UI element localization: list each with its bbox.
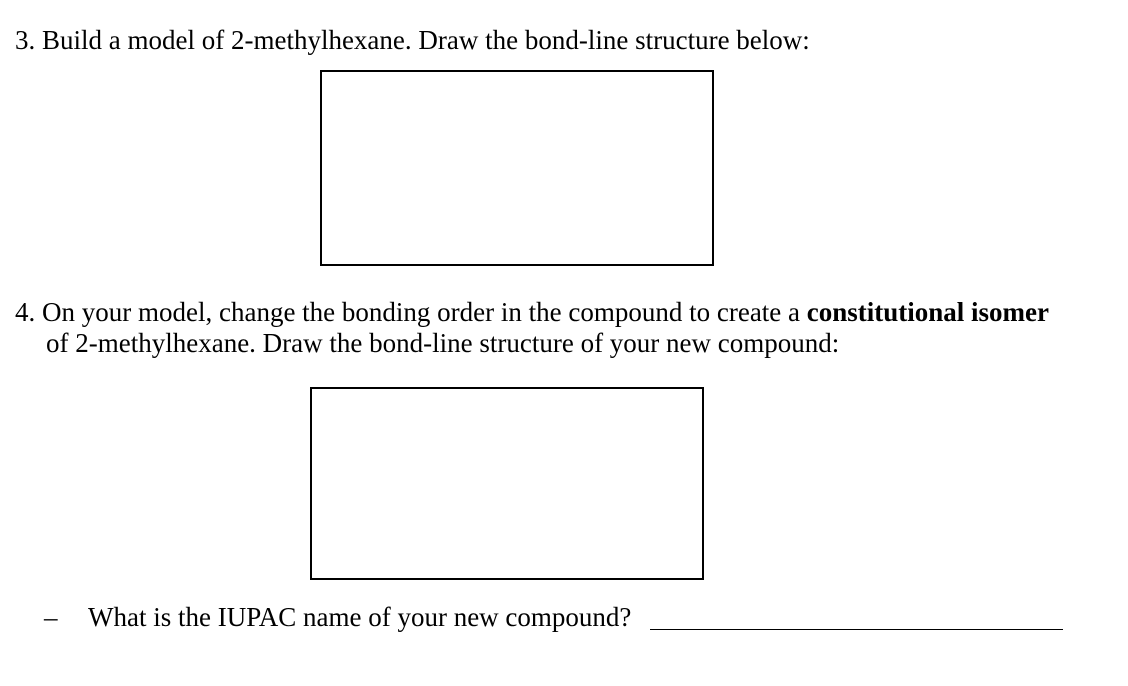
question-3-drawing-box[interactable] xyxy=(320,70,714,266)
question-4-line-1 xyxy=(15,296,1049,328)
question-3-text: 3. Build a model of 2-methylhexane. Draw the bond-line structure below: xyxy=(15,25,810,55)
question-4-drawing-box[interactable] xyxy=(310,387,704,580)
sub-question-bullet: – xyxy=(44,602,58,632)
sub-question-text: What is the IUPAC name of your new compound? xyxy=(88,602,632,632)
question-4-bold-term: constitutional isomer xyxy=(806,297,1050,327)
question-4-text: 4. On your model, change the bonding order in the compound to create a xyxy=(15,297,807,327)
iupac-name-answer-line[interactable] xyxy=(650,629,1063,630)
question-4-line-2: of 2-methylhexane. Draw the bond-line structure of your new compound: xyxy=(46,328,840,358)
